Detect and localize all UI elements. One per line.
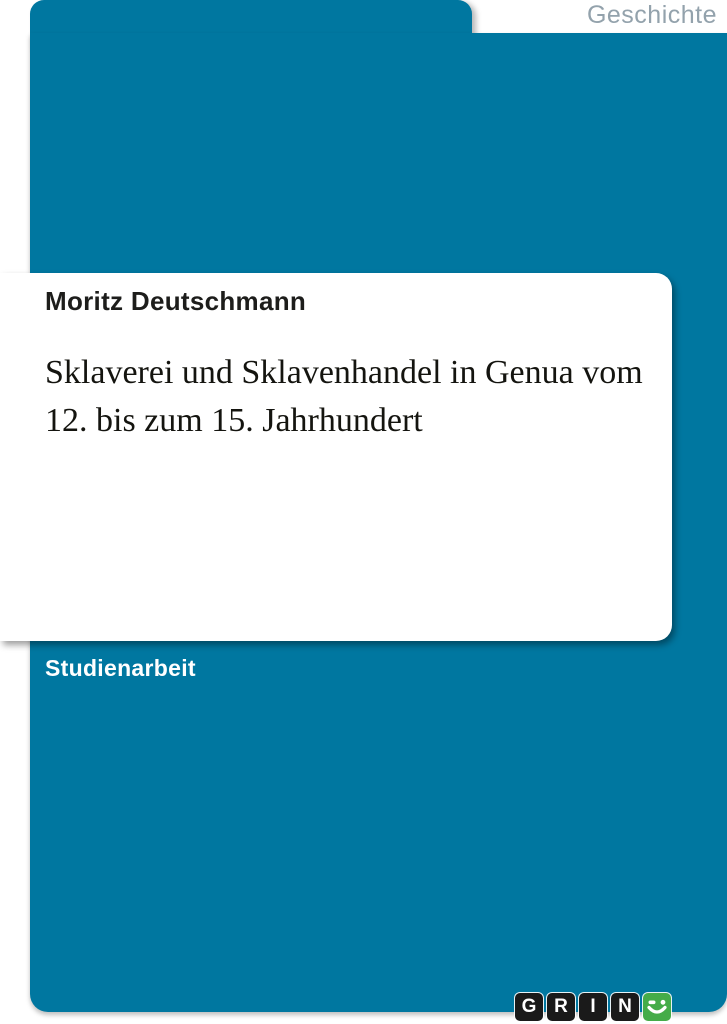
document-type-label: Studienarbeit — [45, 655, 196, 681]
logo-letter-g: G — [515, 993, 543, 1021]
document-title-line-2: 12. bis zum 15. Jahrhundert — [45, 402, 423, 439]
logo-letter-n: N — [611, 993, 639, 1021]
logo-letter-r: R — [547, 993, 575, 1021]
title-sheet — [0, 273, 672, 641]
author-name: Moritz Deutschmann — [45, 286, 307, 316]
grin-logo — [515, 993, 671, 1021]
subject-label: Geschichte — [586, 1, 717, 29]
smiley-icon — [643, 993, 671, 1021]
document-title-line-1: Sklaverei und Sklavenhandel in Genua vom — [45, 354, 643, 391]
logo-letter-i: I — [579, 993, 607, 1021]
document-title — [45, 349, 660, 445]
